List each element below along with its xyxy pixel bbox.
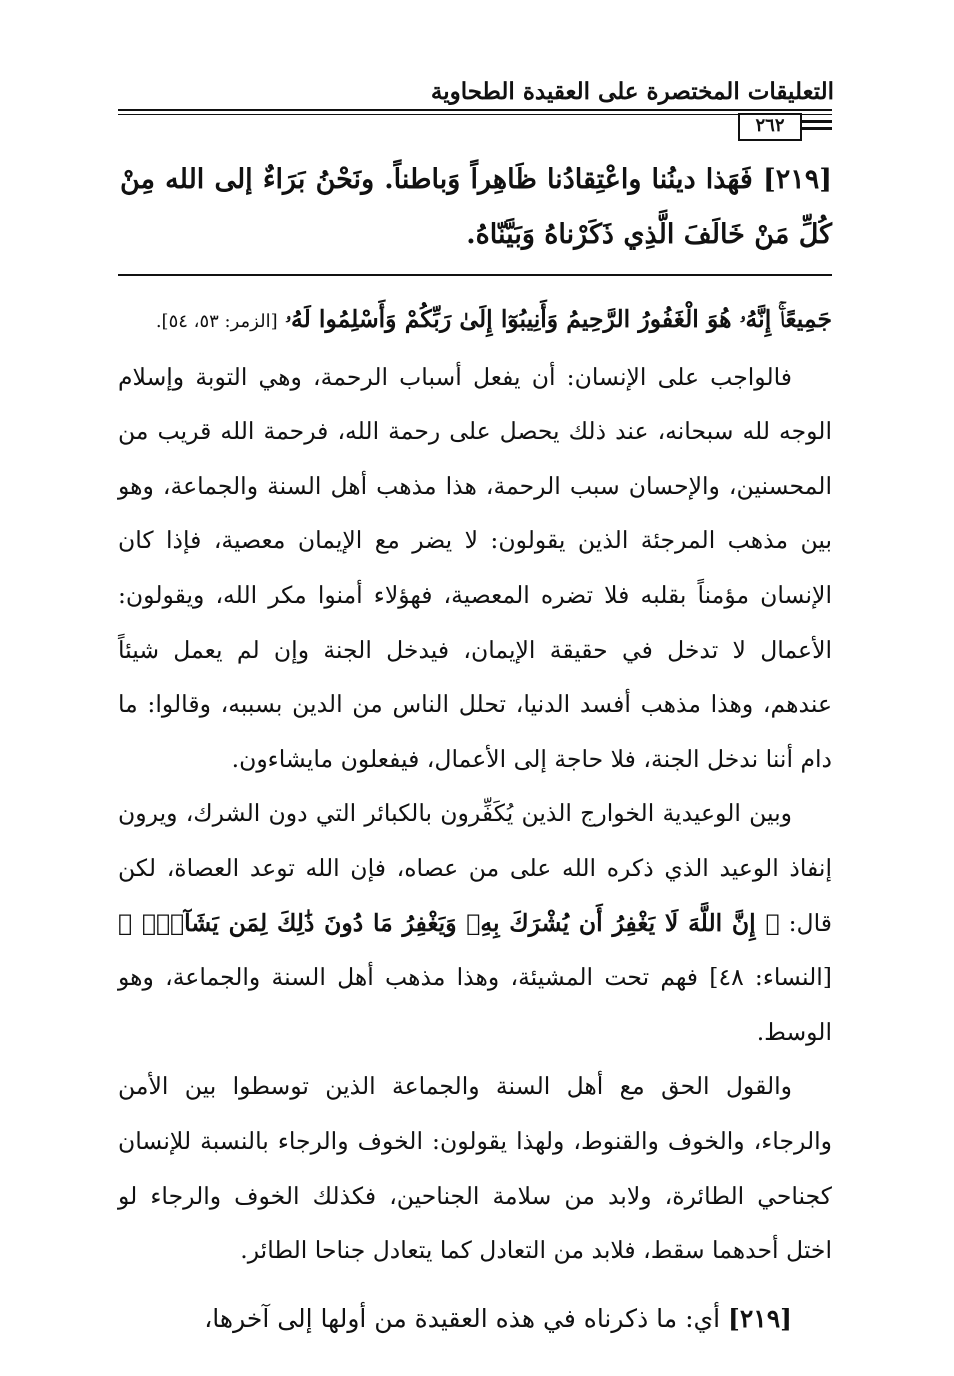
header-rule: [118, 109, 832, 111]
paragraph-1: فالواجب على الإنسان: أن يفعل أسباب الرحمة، وهي التوبة وإسلام الوجه لله سبحانه، عند ذلك يحصل على رحمة الله، فرحمة الله قريب من المحسنين، والإحسان سبب الرحمة، هذا مذهب أهل السنة والجماعة، وهو بين مذهب المرجئة الذين يقولون: لا يضر مع الإيمان معصية، فإذا كان الإنسان مؤمناً بقلبه فلا تضره المعصية، فهؤلاء أمنوا مكر الله، ويقولون: الأعمال لا تدخل في حقيقة الإيمان، فيدخل الجنة وإن لم يعمل شيئاً عندهم، وهذا مذهب أفسد الدنيا، تحلل الناس من الدين بسببه، وقالوا: ما دام أننا ندخل الجنة، فلا حاجة إلى الأعمال، فيفعلون مايشاءون.: [118, 362, 833, 773]
paragraph-3: والقول الحق مع أهل السنة والجماعة الذين توسطوا بين الأمن والرجاء، والخوف والقنوط، ولهذا يقولون: الخوف والرجاء بالنسبة للإنسان كجناحي الطائرة، ولابد من سلامة الجناحين، فكذلك الخوف والرجاء لو اختل أحدهما سقط، فلابد من التعادل كما يتعادل جناحا الطائر.: [118, 1072, 832, 1265]
main-text-ref: [٢١٩]: [762, 164, 833, 195]
main-text: [120, 152, 832, 262]
main-text-body: فَهَذا دينُنا واعْتِقادُنا ظَاهِراً وَباطناً. ونَحْنُ بَرَاءٌ إلى الله مِنْ كُلِّ مَنْ خَالَفَ الَّذِي ذَكَرْناهُ وَبَيَّنّاهُ.: [120, 164, 832, 250]
verse-citation-nisa: [النساء: ٤٨]: [709, 963, 832, 992]
footnote-ref: [٢١٩]: [728, 1303, 792, 1333]
main-text-divider: [118, 274, 832, 276]
footnote: [118, 1292, 832, 1347]
commentary: [118, 292, 832, 1346]
header-rule-thin: [118, 114, 832, 115]
quran-verse-nisa: ﴿ إِنَّ اللَّهَ لَا يَغْفِرُ أَن يُشْرَكَ بِهِۦ وَيَغْفِرُ مَا دُونَ ذَٰلِكَ لِمَن يَشَآءُۚ ﴾: [118, 908, 780, 937]
verse-citation: [الزمر: ٥٣، ٥٤].: [155, 311, 278, 332]
paragraph-2: [118, 786, 832, 1059]
page-number: ٢٦٢: [738, 113, 802, 141]
page-number-ornament: [802, 120, 832, 134]
paragraph-2-intro: وبين الوعيدية الخوارج الذين يُكَفِّرون بالكبائر التي دون الشرك، ويرون إنفاذ الوعيد الذي ذكره الله على من عصاه، فإن الله توعد العصاة، لكن قال:: [118, 799, 832, 937]
paragraph-2-outro: فهم تحت المشيئة، وهذا مذهب أهل السنة والجماعة، وهو الوسط.: [118, 963, 832, 1046]
footnote-text: أي: ما ذكرناه في هذه العقيدة من أولها إلى آخرها،: [204, 1303, 721, 1333]
verse-line: [118, 292, 832, 350]
quran-verse: جَمِيعًاۚ إِنَّهُۥ هُوَ الْغَفُورُ الرَّحِيمُ وَأَنِيبُوٓا إِلَىٰ رَبِّكُمْ وَأَسْلِمُوا لَهُۥ: [285, 305, 832, 333]
running-title: التعليقات المختصرة على العقيدة الطحاوية: [430, 78, 834, 105]
